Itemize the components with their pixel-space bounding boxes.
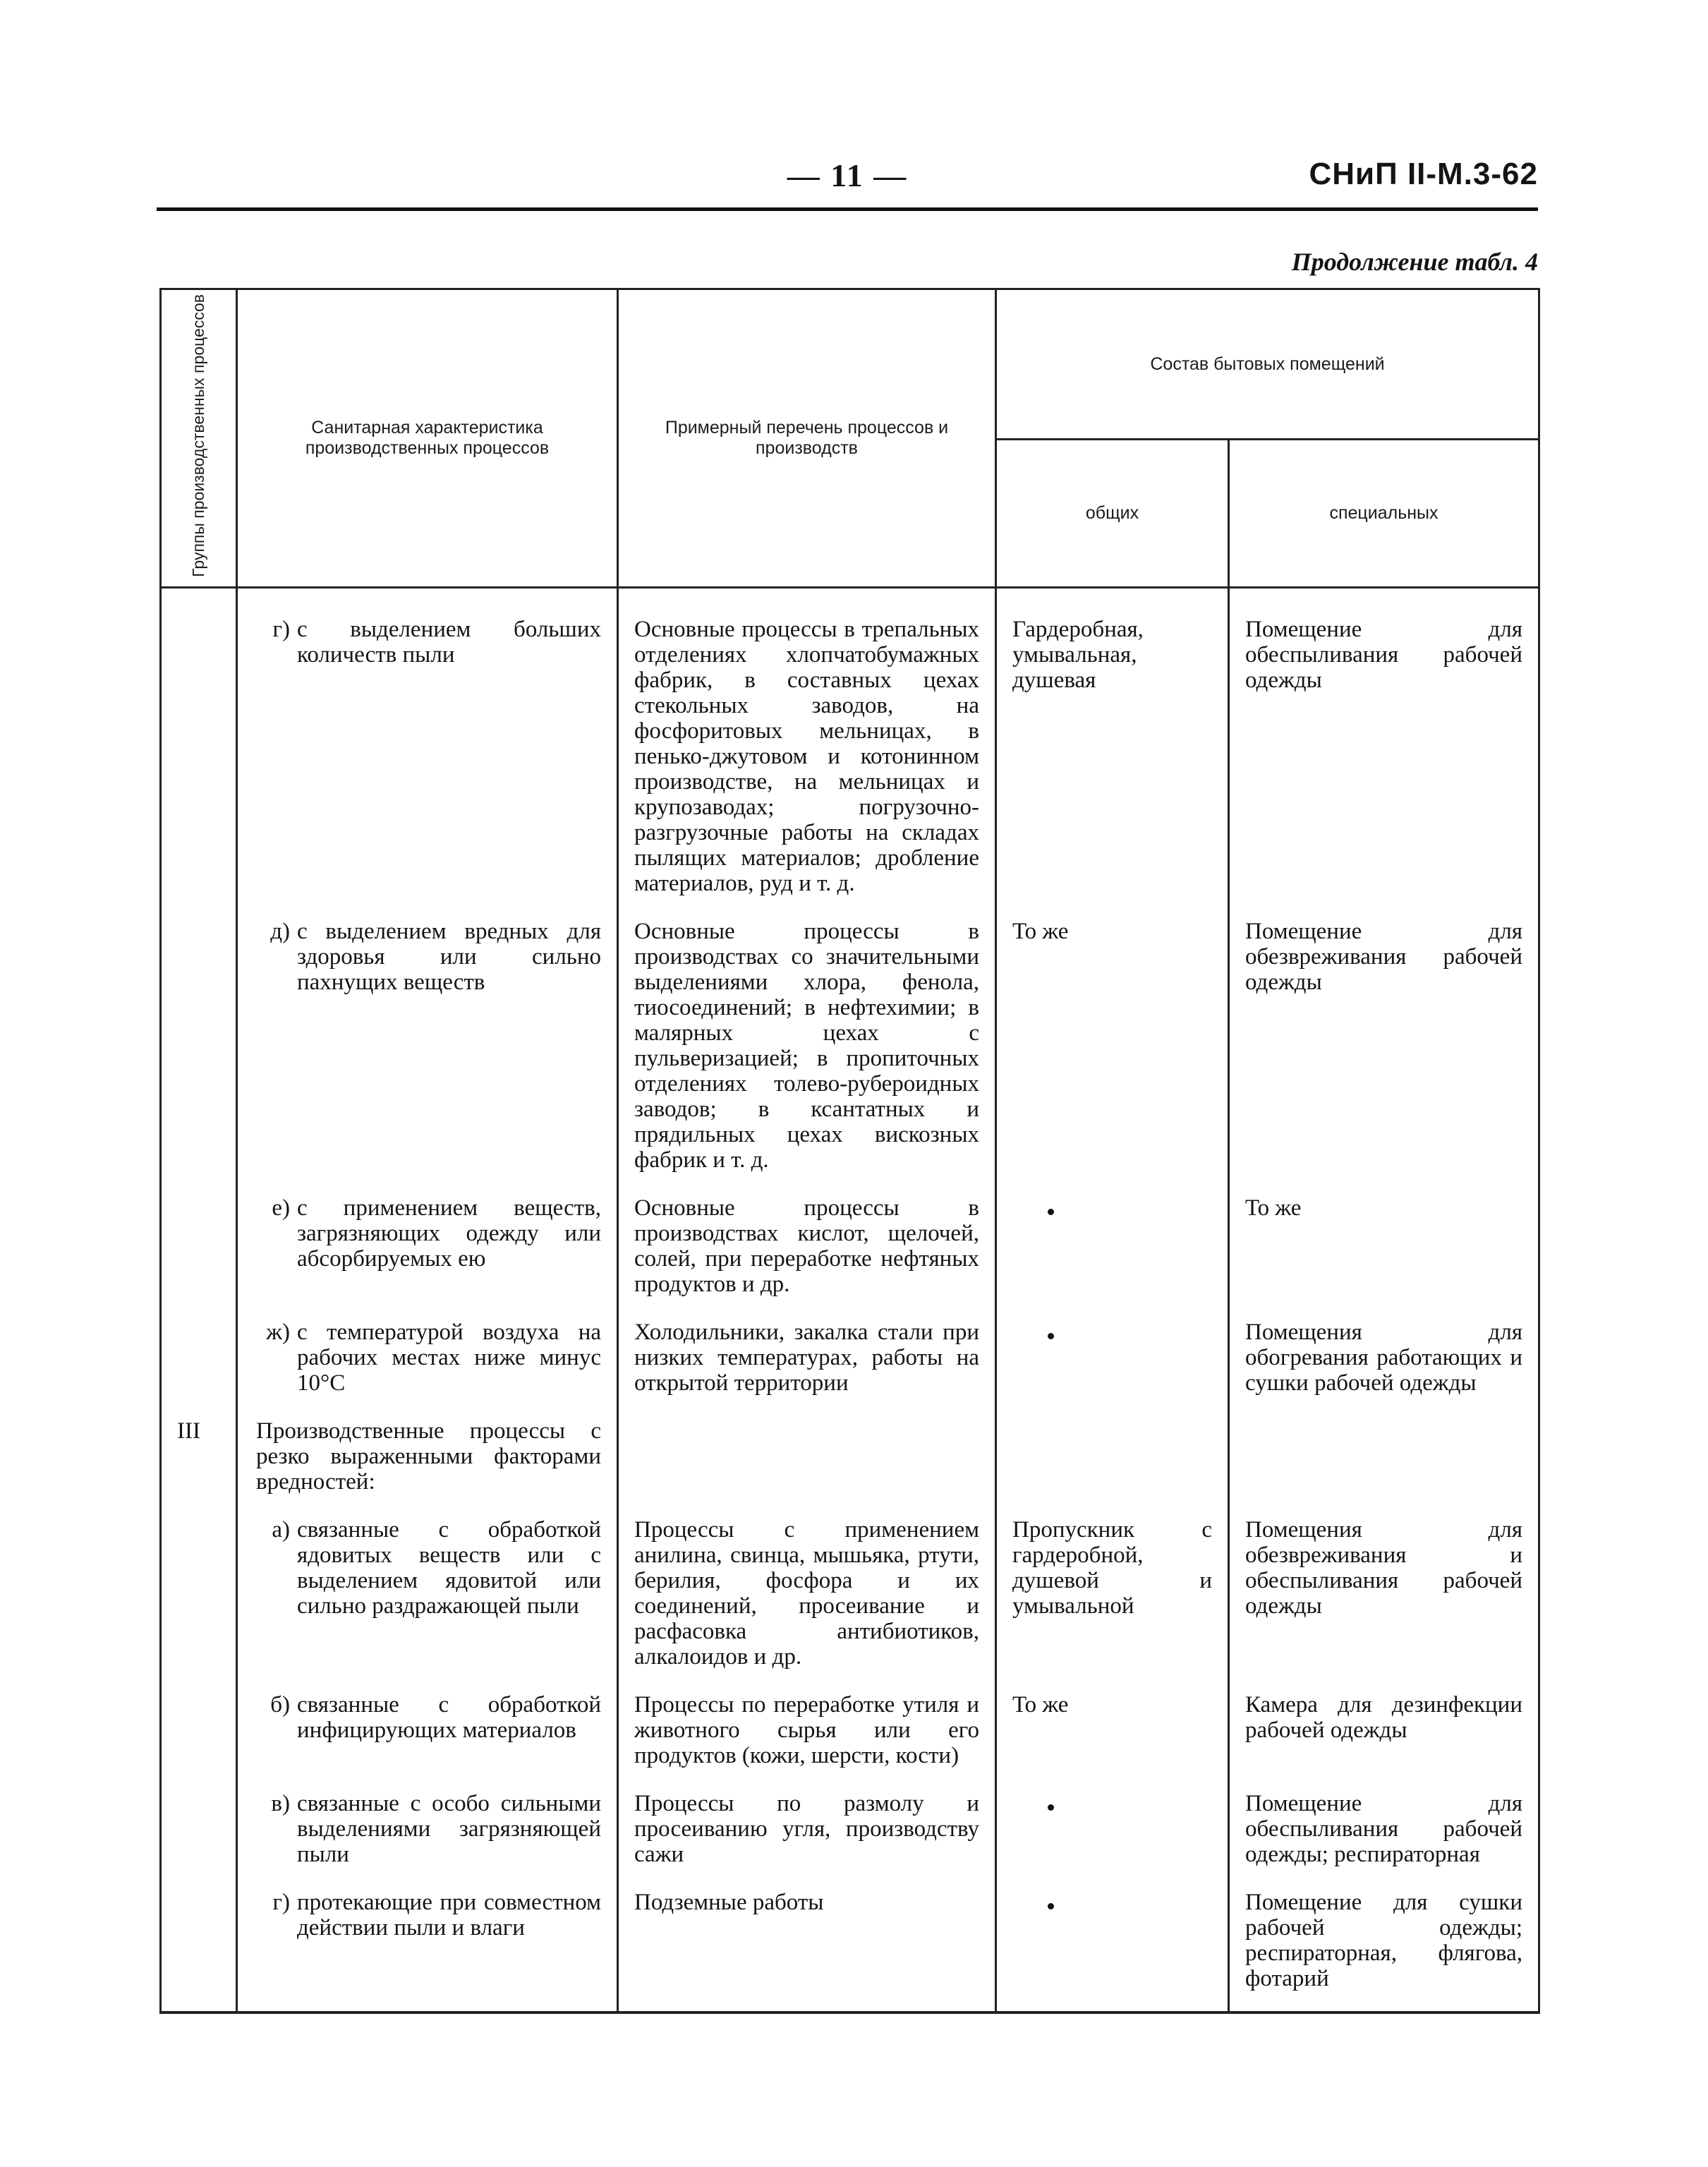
cell-special: Помещение для обеспыливания рабочей одежды: [1229, 587, 1539, 910]
table-row: [161, 1410, 1539, 1509]
cell-characteristic: [237, 1782, 618, 1881]
cell-group: [161, 910, 237, 1187]
cell-group: [161, 1881, 237, 2012]
cell-characteristic: [237, 910, 618, 1187]
item-letter: е): [272, 1195, 290, 1221]
col-header-characteristic: Санитарная характеристика производственных процессов: [237, 289, 618, 588]
facilities-table: [159, 288, 1540, 2014]
cell-special: Помещение для обезвреживания рабочей одежды: [1229, 910, 1539, 1187]
cell-examples: Основные процессы в трепальных отделениях хлопчатобумажных фабрик, в составных цехах стекольных заводов, на фосфоритовых мельницах, в пенько-джутовом и котонинном производстве, на мельницах и крупозаводах; погрузочно-разгрузочные работы на складах пылящих материалов; дробление материалов, руд и т. д.: [618, 587, 996, 910]
cell-special: [1229, 1410, 1539, 1509]
cell-general: Пропускник с гардеробной, душевой и умывальной: [996, 1509, 1229, 1684]
item-text: связанные с особо сильными выделениями загрязняющей пыли: [297, 1790, 601, 1867]
cell-general: То же: [996, 1684, 1229, 1782]
item-text: протекающие при совместном действии пыли и влаги: [297, 1889, 601, 1940]
cell-characteristic: [237, 1509, 618, 1684]
cell-examples: Процессы с применением анилина, свинца, мышьяка, ртути, берилия, фосфора и их соединений, просеивание и расфасовка антибиотиков, алкалоидов и др.: [618, 1509, 996, 1684]
ditto-mark: [1048, 1333, 1054, 1339]
col-header-examples: Примерный перечень процессов и производств: [618, 289, 996, 588]
ditto-mark: [1048, 1903, 1054, 1909]
cell-characteristic: [237, 1311, 618, 1410]
col-header-facilities: Состав бытовых помещений: [996, 289, 1539, 440]
cell-group: [161, 1684, 237, 1782]
item-text: с применением веществ, загрязняющих одежду или абсорбируемых ею: [297, 1195, 601, 1272]
cell-general: То же: [996, 910, 1229, 1187]
cell-examples: Основные процессы в производствах кислот, щелочей, солей, при переработке нефтяных продуктов и др.: [618, 1187, 996, 1311]
cell-general-ditto: [996, 1881, 1229, 2012]
cell-examples: Подземные работы: [618, 1881, 996, 2012]
cell-general-ditto: [996, 1782, 1229, 1881]
table-continuation-caption: Продолжение табл. 4: [1291, 248, 1538, 276]
ditto-mark: [1048, 1209, 1054, 1215]
col-header-special: специальных: [1229, 440, 1539, 587]
cell-characteristic: [237, 1881, 618, 2012]
cell-general: Гардеробная, умывальная, душевая: [996, 587, 1229, 910]
table-row: [161, 1684, 1539, 1782]
cell-special: Камера для дезинфекции рабочей одежды: [1229, 1684, 1539, 1782]
cell-special: То же: [1229, 1187, 1539, 1311]
header-rule: [157, 207, 1538, 211]
cell-group: [161, 1187, 237, 1311]
item-letter: в): [271, 1790, 290, 1816]
cell-characteristic: [237, 1187, 618, 1311]
table-row: [161, 587, 1539, 910]
table-row: [161, 910, 1539, 1187]
col-header-group: Группы производственных процессов: [161, 289, 237, 588]
cell-characteristic: [237, 587, 618, 910]
page-number: — 11 —: [787, 157, 908, 193]
item-letter: г): [272, 1889, 290, 1915]
table-row: [161, 1881, 1539, 2012]
cell-examples: Процессы по переработке утиля и животного сырья или его продуктов (кожи, шерсти, кости): [618, 1684, 996, 1782]
col-header-general: общих: [996, 440, 1229, 587]
item-text: с выделением больших количеств пыли: [297, 616, 601, 668]
table-row: [161, 1782, 1539, 1881]
cell-special: Помещения для обезвреживания и обеспыливания рабочей одежды: [1229, 1509, 1539, 1684]
table-row: [161, 1187, 1539, 1311]
cell-special: Помещение для сушки рабочей одежды; респираторная, флягова, фотарий: [1229, 1881, 1539, 2012]
cell-group: [161, 1782, 237, 1881]
cell-examples: Основные процессы в производствах со значительными выделениями хлора, фенола, тиосоединений; в нефтехимии; в малярных цехах с пульверизацией; в пропиточных отделениях толево-рубероидных заводов; в ксантатных и прядильных цехах вискозных фабрик и т. д.: [618, 910, 996, 1187]
cell-special: Помещение для обеспыливания рабочей одежды; респираторная: [1229, 1782, 1539, 1881]
item-letter: б): [270, 1691, 290, 1718]
table-row: [161, 1311, 1539, 1410]
item-letter: ж): [266, 1319, 290, 1345]
ditto-mark: [1048, 1804, 1054, 1811]
cell-characteristic: Производственные процессы с резко выраженными факторами вредностей:: [237, 1410, 618, 1509]
item-letter: д): [270, 918, 290, 944]
item-text: с выделением вредных для здоровья или сильно пахнущих веществ: [297, 918, 601, 995]
item-letter: г): [272, 616, 290, 642]
cell-examples: Процессы по размолу и просеиванию угля, производству сажи: [618, 1782, 996, 1881]
item-text: связанные с обработкой инфицирующих материалов: [297, 1691, 601, 1743]
cell-group: III: [161, 1410, 237, 1509]
cell-group: [161, 1311, 237, 1410]
cell-general: [996, 1410, 1229, 1509]
page-header: [157, 157, 1538, 213]
cell-characteristic: [237, 1684, 618, 1782]
cell-general-ditto: [996, 1187, 1229, 1311]
item-letter: а): [272, 1516, 290, 1543]
item-text: с температурой воздуха на рабочих местах ниже минус 10°С: [297, 1319, 601, 1396]
document-code: СНиП II-М.3-62: [1309, 157, 1538, 191]
table-row: [161, 1509, 1539, 1684]
item-text: связанные с обработкой ядовитых веществ или с выделением ядовитой или сильно раздражающей пыли: [297, 1516, 601, 1619]
cell-general-ditto: [996, 1311, 1229, 1410]
cell-group: [161, 1509, 237, 1684]
cell-group: [161, 587, 237, 910]
cell-special: Помещения для обогревания работающих и сушки рабочей одежды: [1229, 1311, 1539, 1410]
cell-examples: [618, 1410, 996, 1509]
cell-examples: Холодильники, закалка стали при низких температурах, работы на открытой территории: [618, 1311, 996, 1410]
